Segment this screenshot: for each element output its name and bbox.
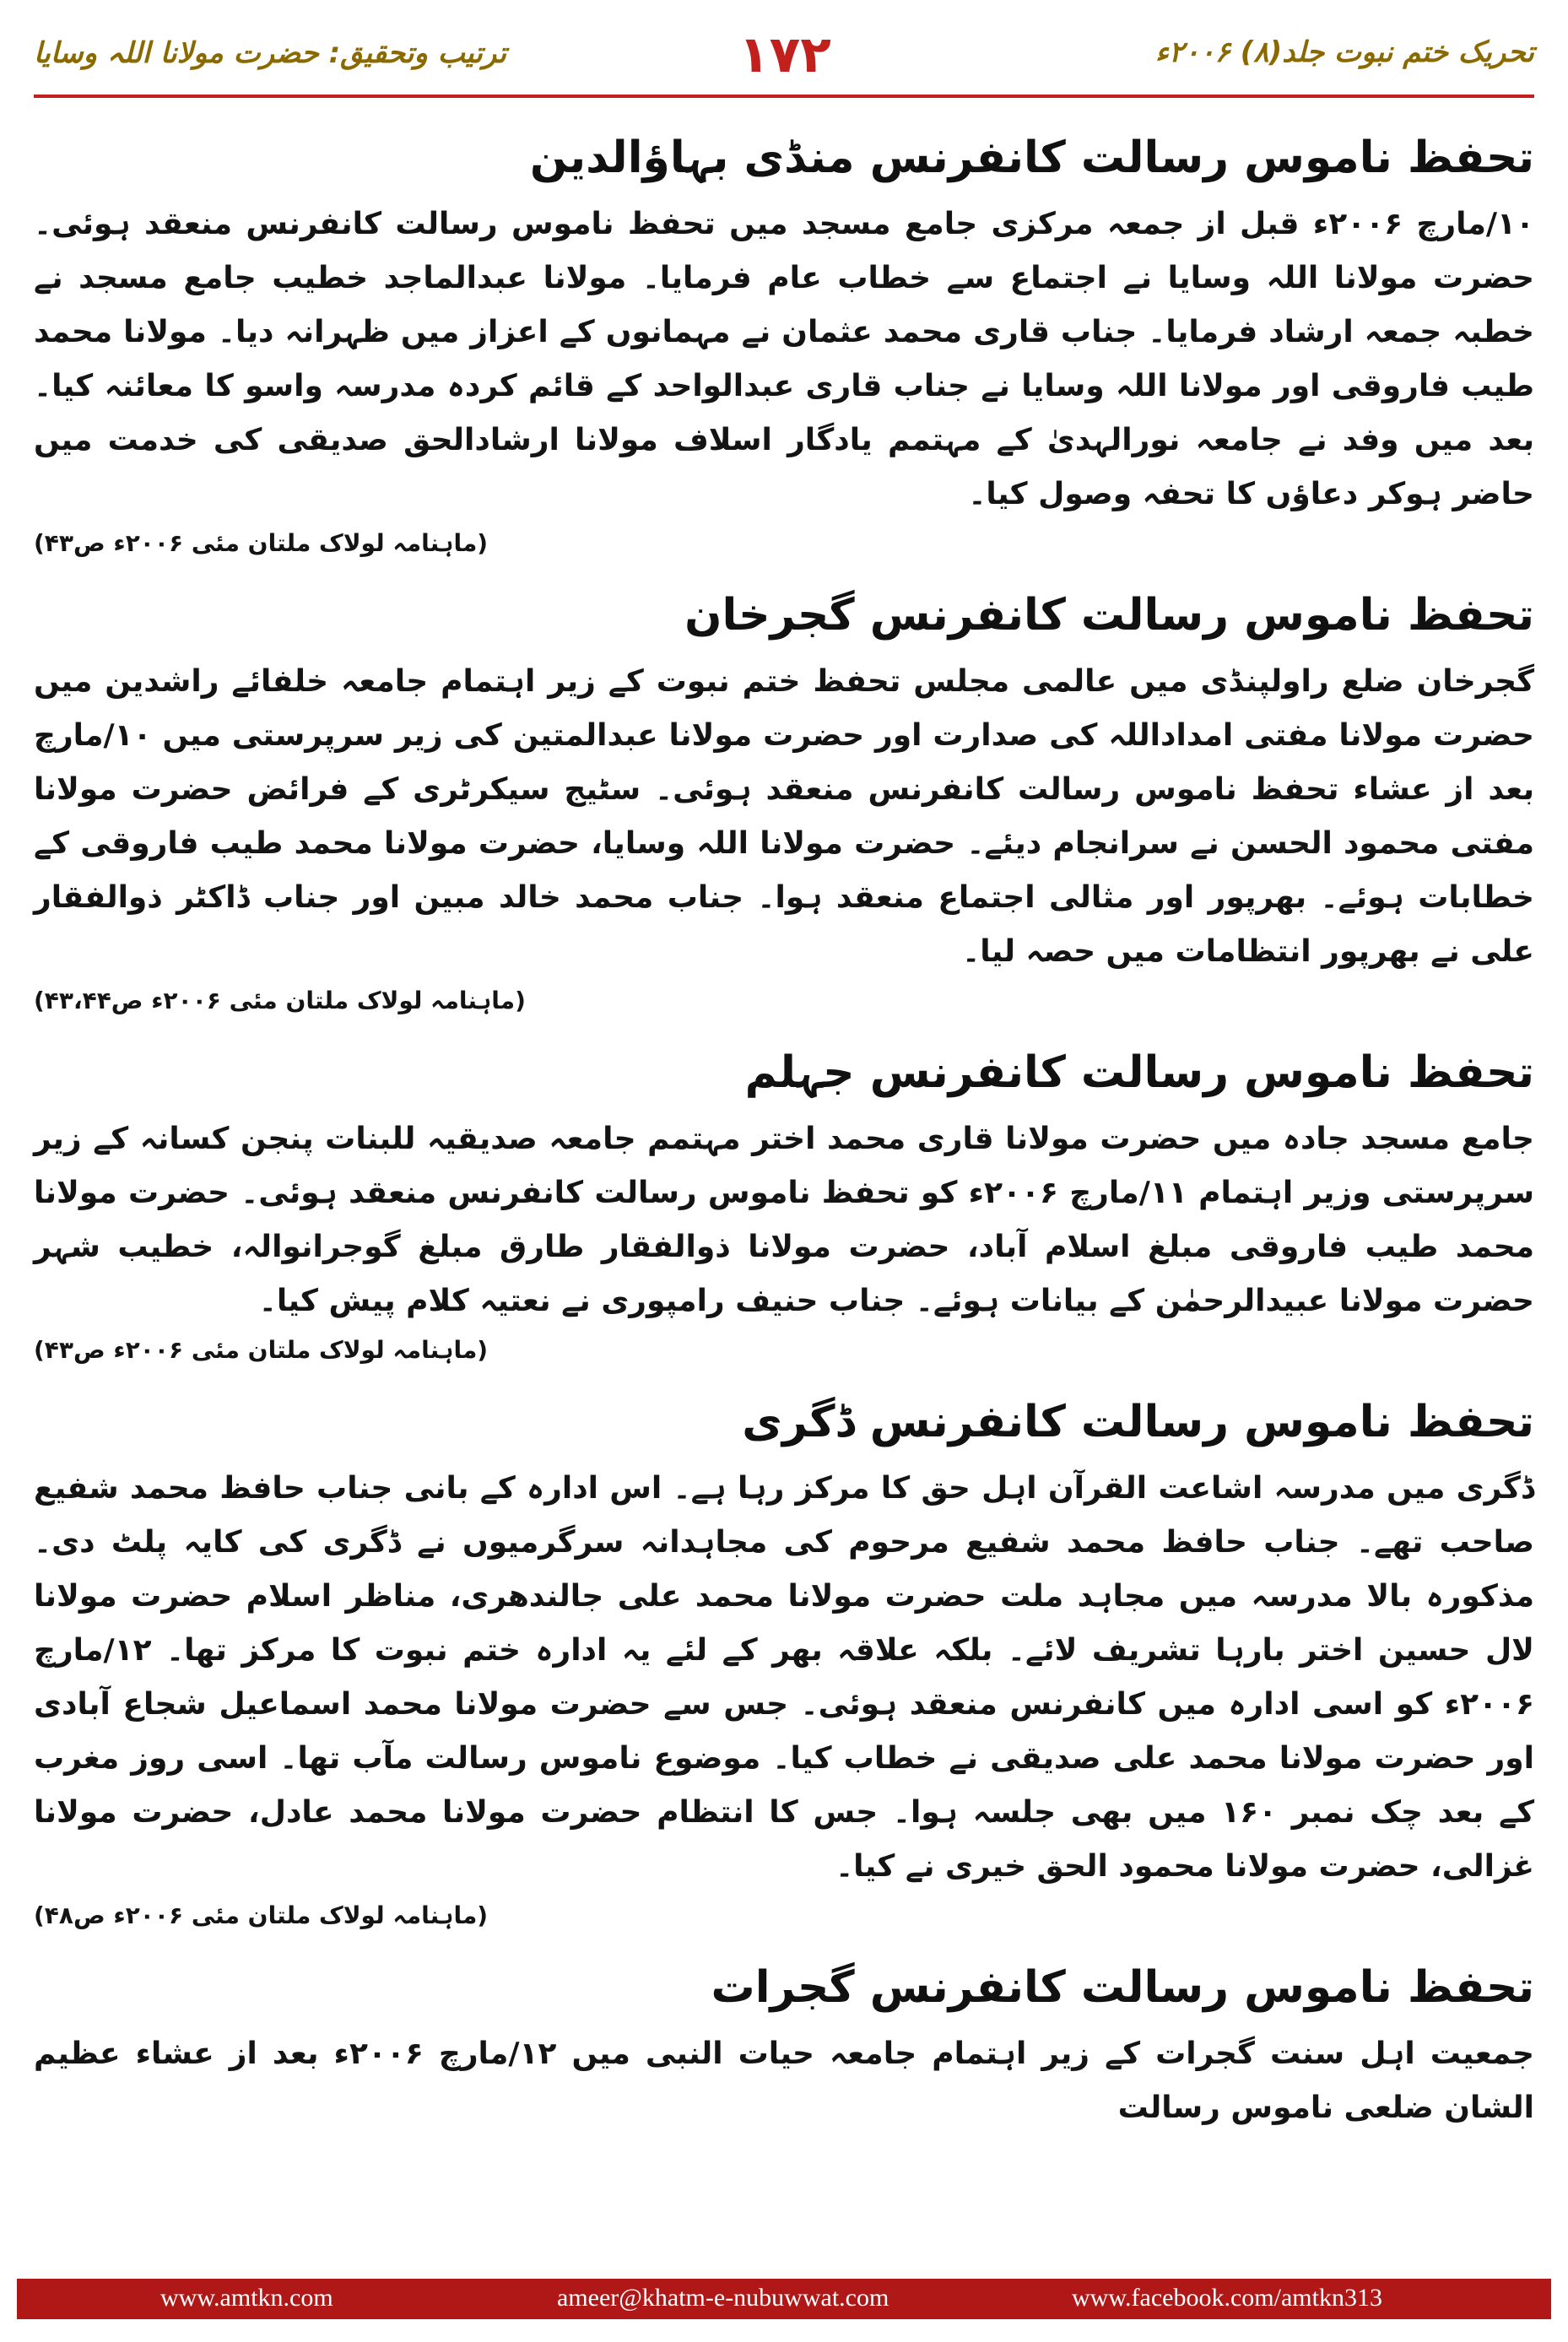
section-paragraph: گجرخان ضلع راولپنڈی میں عالمی مجلس تحفظ ختم نبوت کے زیر اہتمام جامعہ خلفائے راشدین میں حضرت مولانا مفتی امداداللہ کی صدارت اور حضرت مولانا عبدالمتین کی زیر سرپرستی میں ۱۰/مارچ بعد از عشاء تحفظ ناموس رسالت کانفرنس منعقد ہوئی۔ سٹیج سیکرٹری کے فرائض حضرت مولانا مفتی محمود الحسن نے سرانجام دیئے۔ حضرت مولانا اللہ وسایا، حضرت مولانا محمد طیب فاروقی کے خطابات ہوئے۔ بھرپور اور مثالی اجتماع منعقد ہوا۔ جناب محمد خالد مبین اور جناب ڈاکٹر ذوالفقار علی نے بھرپور انتظامات میں حصہ لیا۔: [34, 664, 1534, 969]
website-link[interactable]: www.amtkn.com: [160, 2284, 333, 2312]
source-citation: (ماہنامہ لولاک ملتان مئی ۲۰۰۶ء ص۴۳): [34, 1336, 489, 1364]
page-header: [34, 25, 1534, 84]
page-footer: [17, 2279, 1551, 2319]
section-title: تحفظ ناموس رسالت کانفرنس گجرخان: [684, 590, 1534, 641]
source-citation: (ماہنامہ لولاک ملتان مئی ۲۰۰۶ء ص۴۳،۴۴): [34, 987, 526, 1014]
section-paragraph: جمعیت اہل سنت گجرات کے زیر اہتمام جامعہ حیات النبی میں ۱۲/مارچ ۲۰۰۶ء بعد از عشاء عظیم الشان ضلعی ناموس رسالت: [34, 2036, 1534, 2125]
section-title: تحفظ ناموس رسالت کانفرنس جہلم: [744, 1047, 1534, 1098]
section-paragraph: جامع مسجد جادہ میں حضرت مولانا قاری محمد اختر مہتمم جامعہ صدیقیہ للبنات پنجن کسانہ کے زیر سرپرستی وزیر اہتمام ۱۱/مارچ ۲۰۰۶ء کو تحفظ ناموس رسالت کانفرنس منعقد ہوئی۔ حضرت مولانا محمد طیب فاروقی مبلغ اسلام آباد، حضرت مولانا ذوالفقار طارق مبلغ گوجرانوالہ، خطیب شہر حضرت مولانا عبیدالرحمٰن کے بیانات ہوئے۔ جناب حنیف رامپوری نے نعتیہ کلام پیش کیا۔: [34, 1122, 1534, 1318]
header-divider: [34, 95, 1534, 98]
section-title: تحفظ ناموس رسالت کانفرنس منڈی بہاؤالدین: [529, 133, 1534, 183]
section-mandi-bahauddin: [34, 127, 1534, 562]
section-gujar-khan: [34, 584, 1534, 1020]
source-citation: (ماہنامہ لولاک ملتان مئی ۲۰۰۶ء ص۴۸): [34, 1901, 489, 1929]
section-digri: [34, 1391, 1534, 1934]
article-body: [34, 127, 1534, 2135]
section-title: تحفظ ناموس رسالت کانفرنس ڈگری: [742, 1397, 1534, 1447]
section-title: تحفظ ناموس رسالت کانفرنس گجرات: [711, 1962, 1534, 2013]
section-paragraph: ۱۰/مارچ ۲۰۰۶ء قبل از جمعہ مرکزی جامع مسجد میں تحفظ ناموس رسالت کانفرنس منعقد ہوئی۔ حضرت مولانا اللہ وسایا نے اجتماع سے خطاب عام فرمایا۔ مولانا عبدالماجد خطیب جامع مسجد نے خطبہ جمعہ ارشاد فرمایا۔ جناب قاری محمد عثمان نے مہمانوں کے اعزاز میں ظہرانہ دیا۔ مولانا محمد طیب فاروقی اور مولانا اللہ وسایا نے جناب قاری عبدالواحد کے قائم کردہ مدرسہ واسو کا معائنہ کیا۔ بعد میں وفد نے جامعہ نورالہدیٰ کے مہتمم یادگار اسلاف مولانا ارشادالحق صدیقی کی خدمت میں حاضر ہوکر دعاؤں کا تحفہ وصول کیا۔: [34, 207, 1534, 511]
book-title: تحریک ختم نبوت جلد(۸) ۲۰۰۶ء: [1154, 35, 1534, 69]
email-link[interactable]: ameer@khatm-e-nubuwwat.com: [557, 2284, 889, 2312]
section-paragraph: ڈگری میں مدرسہ اشاعت القرآن اہل حق کا مرکز رہا ہے۔ اس ادارہ کے بانی جناب حافظ محمد شفیع صاحب تھے۔ جناب حافظ محمد شفیع مرحوم کی مجاہدانہ سرگرمیوں نے ڈگری کی کایہ پلٹ دی۔ مذکورہ بالا مدرسہ میں مجاہد ملت حضرت مولانا محمد علی جالندھری، مناظر اسلام حضرت مولانا لال حسین اختر بارہا تشریف لائے۔ بلکہ علاقہ بھر کے لئے یہ ادارہ ختم نبوت کا مرکز تھا۔ ۱۲/مارچ ۲۰۰۶ء کو اسی ادارہ میں کانفرنس منعقد ہوئی۔ جس سے حضرت مولانا محمد اسماعیل شجاع آبادی اور حضرت مولانا محمد علی صدیقی نے خطاب کیا۔ موضوع ناموس رسالت مآب تھا۔ اسی روز مغرب کے بعد چک نمبر ۱۶۰ میں بھی جلسہ ہوا۔ جس کا انتظام حضرت مولانا محمد عادل، حضرت مولانا غزالی، حضرت مولانا محمود الحق خیری نے کیا۔: [34, 1471, 1534, 1884]
facebook-link[interactable]: www.facebook.com/amtkn313: [1072, 2284, 1382, 2312]
section-gujrat: [34, 1956, 1534, 2135]
section-jhelum: [34, 1041, 1534, 1369]
compiler-credit: ترتیب وتحقیق: حضرت مولانا اللہ وسایا: [34, 36, 507, 70]
page-number: ۱۷۲: [738, 25, 831, 84]
source-citation: (ماہنامہ لولاک ملتان مئی ۲۰۰۶ء ص۴۳): [34, 529, 489, 557]
